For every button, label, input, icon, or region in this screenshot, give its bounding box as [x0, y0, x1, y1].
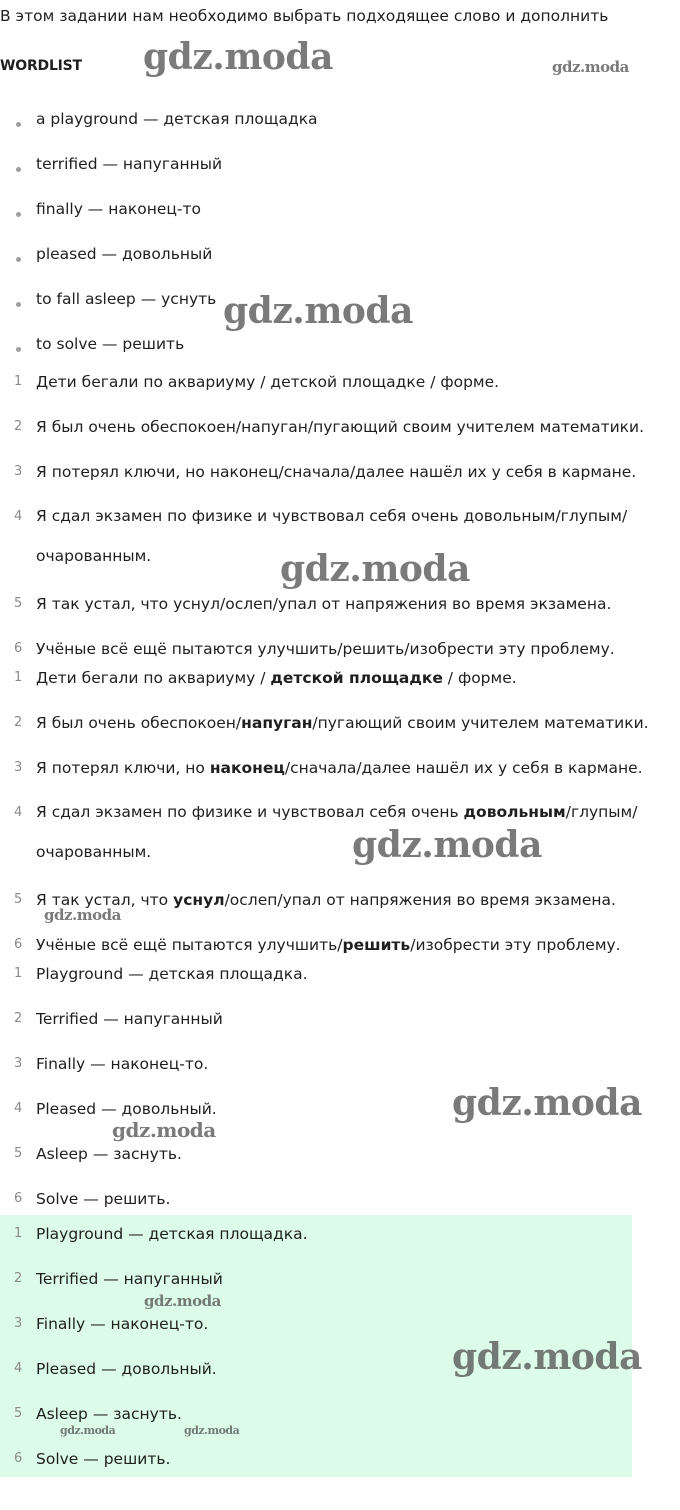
- task-item: 4 Я сдал экзамен по физике и чувствовал себя очень довольным/глупым/ очарованным.: [14, 507, 628, 565]
- answer-item: 2 Я был очень обеспокоен/напуган/пугающий своим учителем математики.: [14, 714, 649, 732]
- answer-highlight: детской площадке: [270, 669, 443, 687]
- summary-item: 5 Asleep — заснуть.: [14, 1145, 182, 1163]
- wordlist-item: to solve — решить: [0, 333, 680, 378]
- answer-list: [0, 666, 680, 978]
- summary-item: 4 Pleased — довольный.: [14, 1360, 217, 1378]
- bullet-icon: [16, 167, 21, 172]
- task-item: 3 Я потерял ключи, но наконец/сначала/далее нашёл их у себя в кармане.: [14, 463, 637, 481]
- answer-highlight: уснул: [173, 891, 225, 909]
- wordlist-item: terrified — напуганный: [0, 153, 680, 198]
- watermark: gdz.moda: [452, 1336, 642, 1378]
- summary-item: 4 Pleased — довольный.: [14, 1100, 217, 1118]
- summary-item: 6 Solve — решить.: [14, 1190, 171, 1208]
- summary-item: 2 Terrified — напуганный: [14, 1010, 223, 1028]
- answer-item: 3 Я потерял ключи, но наконец/сначала/далее нашёл их у себя в кармане.: [14, 759, 643, 777]
- answer-highlight: решить: [342, 936, 411, 954]
- task-item: 1 Дети бегали по аквариуму / детской площадке / форме.: [14, 373, 500, 391]
- watermark: gdz.moda: [452, 1082, 642, 1124]
- wordlist-heading: WORDLIST: [0, 58, 82, 74]
- task-item: 2 Я был очень обеспокоен/напуган/пугающий своим учителем математики.: [14, 418, 645, 436]
- watermark: gdz.moda: [60, 1424, 116, 1437]
- bullet-icon: [16, 347, 21, 352]
- wordlist-item: finally — наконец-то: [0, 198, 680, 243]
- summary-item: 5 Asleep — заснуть.: [14, 1405, 182, 1423]
- watermark: gdz.moda: [280, 548, 470, 590]
- answer-item: 4 Я сдал экзамен по физике и чувствовал себя очень довольным/глупым/ очарованным.: [14, 803, 638, 861]
- task-item: 6 Учёные всё ещё пытаются улучшить/решить/изобрести эту проблему.: [14, 640, 615, 658]
- task-item: 5 Я так устал, что уснул/ослеп/упал от напряжения во время экзамена.: [14, 595, 612, 613]
- summary-item: 3 Finally — наконец-то.: [14, 1315, 209, 1333]
- watermark: gdz.moda: [143, 36, 333, 78]
- answer-highlight: довольным: [463, 803, 566, 821]
- bullet-icon: [16, 212, 21, 217]
- answer-highlight: напуган: [241, 714, 313, 732]
- watermark: gdz.moda: [44, 906, 121, 924]
- summary-item: 3 Finally — наконец-то.: [14, 1055, 209, 1073]
- watermark: gdz.moda: [223, 290, 413, 332]
- wordlist-item: pleased — довольный: [0, 243, 680, 288]
- task-list: [0, 370, 680, 682]
- wordlist: [0, 108, 680, 378]
- bullet-icon: [16, 122, 21, 127]
- bullet-icon: [16, 257, 21, 262]
- answer-item: 1 Дети бегали по аквариуму / детской площадке / форме.: [14, 669, 517, 687]
- watermark: gdz.moda: [552, 58, 629, 76]
- wordlist-item: to fall asleep — уснуть: [0, 288, 680, 333]
- answer-highlight: наконец: [209, 759, 285, 777]
- summary-item: 1 Playground — детская площадка.: [14, 1225, 308, 1243]
- summary-item: 1 Playground — детская площадка.: [14, 965, 308, 983]
- watermark: gdz.moda: [144, 1292, 221, 1310]
- wordlist-item: a playground — детская площадка: [0, 108, 680, 153]
- summary-item: 6 Solve — решить.: [14, 1450, 171, 1468]
- watermark: gdz.moda: [112, 1118, 216, 1142]
- intro-text: В этом задании нам необходимо выбрать подходящее слово и дополнить: [0, 7, 609, 25]
- answer-item: 5 Я так устал, что уснул/ослеп/упал от напряжения во время экзамена.: [14, 891, 616, 909]
- bullet-icon: [16, 302, 21, 307]
- answer-item: 6 Учёные всё ещё пытаются улучшить/решить/изобрести эту проблему.: [14, 936, 621, 954]
- watermark: gdz.moda: [184, 1424, 240, 1437]
- summary-item: 2 Terrified — напуганный: [14, 1270, 223, 1288]
- watermark: gdz.moda: [352, 824, 542, 866]
